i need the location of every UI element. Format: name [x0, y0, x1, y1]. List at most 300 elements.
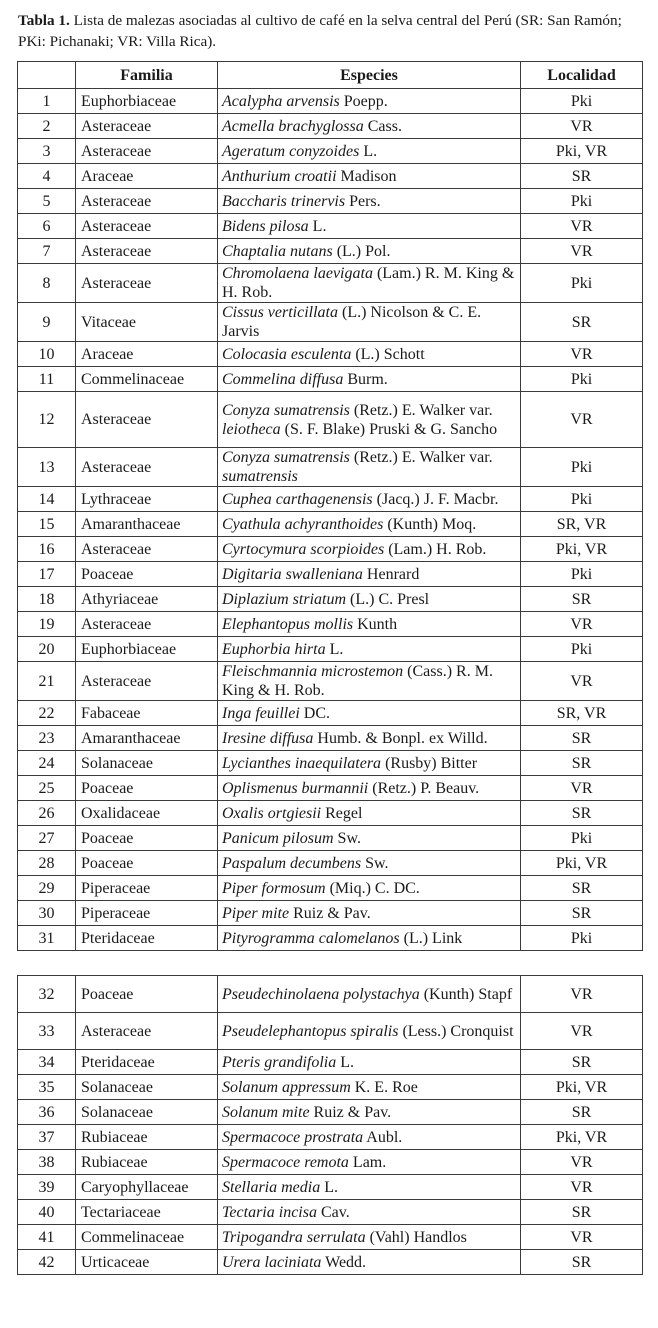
species-cell — [218, 303, 521, 342]
row-number: 41 — [18, 1225, 76, 1250]
row-number: 25 — [18, 776, 76, 801]
species-name-italic: leiotheca — [222, 420, 281, 438]
species-author: (Lam.) R. M. King & H. Rob. — [222, 265, 515, 301]
species-name-italic: Bidens pilosa — [222, 217, 309, 235]
row-number: 15 — [18, 512, 76, 537]
species-name-italic: Chromolaena laevigata — [222, 265, 373, 282]
caption-label: Tabla 1. — [18, 12, 70, 29]
species-author: Cav. — [316, 1203, 350, 1221]
species-cell — [218, 1225, 521, 1250]
species-cell — [218, 512, 521, 537]
family-cell: Asteraceae — [76, 392, 218, 448]
species-name-italic: Anthurium croatii — [222, 167, 337, 185]
family-cell: Solanaceae — [76, 1100, 218, 1125]
species-name-italic: Euphorbia hirta — [222, 640, 326, 658]
species-name-italic: Baccharis trinervis — [222, 192, 346, 210]
species-author: L. — [325, 640, 344, 658]
species-cell — [218, 367, 521, 392]
table-row — [18, 751, 643, 776]
species-name-italic: Elephantopus mollis — [222, 615, 354, 633]
table-row — [18, 976, 643, 1013]
locality-cell: VR — [521, 342, 643, 367]
species-cell — [218, 801, 521, 826]
species-name-italic: Pteris grandifolia — [222, 1053, 337, 1071]
species-cell — [218, 751, 521, 776]
row-number: 42 — [18, 1250, 76, 1275]
family-cell: Asteraceae — [76, 612, 218, 637]
locality-cell: SR — [521, 876, 643, 901]
locality-cell: SR, VR — [521, 701, 643, 726]
table-row — [18, 1175, 643, 1200]
species-cell — [218, 851, 521, 876]
locality-cell: SR — [521, 726, 643, 751]
table-row — [18, 114, 643, 139]
species-name-italic: Spermacoce prostrata — [222, 1128, 364, 1146]
row-number: 23 — [18, 726, 76, 751]
species-cell — [218, 239, 521, 264]
species-name-italic: Commelina diffusa — [222, 370, 344, 388]
row-number: 7 — [18, 239, 76, 264]
row-number: 20 — [18, 637, 76, 662]
species-cell — [218, 1150, 521, 1175]
species-author: Ruiz & Pav. — [289, 904, 371, 922]
locality-cell: Pki, VR — [521, 139, 643, 164]
family-cell: Asteraceae — [76, 114, 218, 139]
species-name-italic: Cissus verticillata — [222, 304, 338, 321]
species-author: (Retz.) E. Walker var. — [349, 401, 493, 419]
species-name-italic: Diplazium striatum — [222, 590, 347, 608]
species-author: (Cass.) R. M. King & H. Rob. — [222, 663, 493, 699]
table-row — [18, 612, 643, 637]
species-author: Regel — [321, 804, 363, 822]
table-row — [18, 876, 643, 901]
locality-cell: Pki — [521, 367, 643, 392]
species-name-italic: Chaptalia nutans — [222, 242, 333, 260]
species-cell — [218, 392, 521, 448]
locality-cell: Pki — [521, 826, 643, 851]
species-cell — [218, 1125, 521, 1150]
species-author: Sw. — [361, 854, 389, 872]
table-row — [18, 367, 643, 392]
table-row — [18, 701, 643, 726]
table-row — [18, 392, 643, 448]
locality-cell: SR — [521, 164, 643, 189]
species-cell — [218, 139, 521, 164]
header-localidad: Localidad — [521, 62, 643, 89]
table-row — [18, 1150, 643, 1175]
table-row — [18, 1250, 643, 1275]
table-row — [18, 537, 643, 562]
species-author: L. — [320, 1178, 338, 1196]
locality-cell: SR — [521, 801, 643, 826]
table-body-part-1 — [18, 89, 643, 951]
species-name-italic: Iresine diffusa — [222, 729, 314, 747]
species-author: (L.) Schott — [351, 345, 425, 363]
species-cell — [218, 1175, 521, 1200]
family-cell: Euphorbiaceae — [76, 89, 218, 114]
table-row — [18, 562, 643, 587]
row-number: 28 — [18, 851, 76, 876]
locality-cell: Pki — [521, 448, 643, 487]
species-author: (Retz.) P. Beauv. — [368, 779, 480, 797]
row-number: 1 — [18, 89, 76, 114]
species-author: L. — [336, 1053, 355, 1071]
species-author: Pers. — [345, 192, 381, 210]
species-author: Humb. & Bonpl. ex Willd. — [313, 729, 488, 747]
locality-cell: VR — [521, 776, 643, 801]
family-cell: Oxalidaceae — [76, 801, 218, 826]
family-cell: Commelinaceae — [76, 1225, 218, 1250]
locality-cell: SR — [521, 901, 643, 926]
species-cell — [218, 562, 521, 587]
species-cell — [218, 1100, 521, 1125]
family-cell: Lythraceae — [76, 487, 218, 512]
species-cell — [218, 164, 521, 189]
species-name-italic: Acalypha arvensis — [222, 92, 340, 110]
species-name-italic: Stellaria media — [222, 1178, 321, 1196]
family-cell: Euphorbiaceae — [76, 637, 218, 662]
family-cell: Rubiaceae — [76, 1150, 218, 1175]
table-row — [18, 448, 643, 487]
species-name-italic: Panicum pilosum — [222, 829, 334, 847]
weeds-table-part-1 — [17, 61, 643, 951]
species-author: Kunth — [353, 615, 398, 633]
row-number: 33 — [18, 1013, 76, 1050]
row-number: 30 — [18, 901, 76, 926]
table-row — [18, 264, 643, 303]
header-familia: Familia — [76, 62, 218, 89]
species-name-italic: Ageratum conyzoides — [222, 142, 360, 160]
row-number: 21 — [18, 662, 76, 701]
family-cell: Solanaceae — [76, 751, 218, 776]
species-cell — [218, 537, 521, 562]
species-name-italic: Acmella brachyglossa — [222, 117, 364, 135]
species-author: Wedd. — [321, 1253, 367, 1271]
species-name-italic: Urera laciniata — [222, 1253, 322, 1271]
species-author: (S. F. Blake) Pruski & G. Sancho — [280, 420, 498, 438]
row-number: 24 — [18, 751, 76, 776]
table-row — [18, 189, 643, 214]
species-author: (L.) C. Presl — [346, 590, 430, 608]
row-number: 5 — [18, 189, 76, 214]
species-cell — [218, 214, 521, 239]
locality-cell: Pki — [521, 89, 643, 114]
family-cell: Caryophyllaceae — [76, 1175, 218, 1200]
locality-cell: SR — [521, 751, 643, 776]
locality-cell: Pki — [521, 189, 643, 214]
species-author: (Less.) Cronquist — [398, 1022, 514, 1040]
species-name-italic: Paspalum decumbens — [222, 854, 362, 872]
locality-cell: SR — [521, 1100, 643, 1125]
species-name-italic: Pseudelephantopus spiralis — [222, 1022, 399, 1040]
row-number: 16 — [18, 537, 76, 562]
row-number: 17 — [18, 562, 76, 587]
table-row — [18, 776, 643, 801]
locality-cell: SR — [521, 303, 643, 342]
species-cell — [218, 776, 521, 801]
table-row — [18, 1200, 643, 1225]
row-number: 3 — [18, 139, 76, 164]
table-row — [18, 342, 643, 367]
table-header-row — [18, 62, 643, 89]
species-name-italic: Solanum mite — [222, 1103, 310, 1121]
locality-cell: SR, VR — [521, 512, 643, 537]
species-author: Poepp. — [339, 92, 388, 110]
family-cell: Asteraceae — [76, 1013, 218, 1050]
locality-cell: VR — [521, 612, 643, 637]
table-row — [18, 214, 643, 239]
locality-cell: Pki — [521, 562, 643, 587]
species-author: (Kunth) Stapf — [419, 985, 513, 1003]
row-number: 18 — [18, 587, 76, 612]
family-cell: Fabaceae — [76, 701, 218, 726]
row-number: 35 — [18, 1075, 76, 1100]
species-name-italic: Colocasia esculenta — [222, 345, 352, 363]
species-name-italic: Digitaria swalleniana — [222, 565, 363, 583]
locality-cell: VR — [521, 662, 643, 701]
species-cell — [218, 342, 521, 367]
row-number: 26 — [18, 801, 76, 826]
species-author: (L.) Link — [399, 929, 463, 947]
species-cell — [218, 487, 521, 512]
row-number: 38 — [18, 1150, 76, 1175]
locality-cell: Pki — [521, 264, 643, 303]
species-name-italic: Conyza sumatrensis — [222, 401, 350, 419]
row-number: 4 — [18, 164, 76, 189]
species-name-italic: sumatrensis — [222, 468, 298, 485]
row-number: 31 — [18, 926, 76, 951]
species-name-italic: Pseudechinolaena polystachya — [222, 985, 420, 1003]
row-number: 32 — [18, 976, 76, 1013]
species-name-italic: Conyza sumatrensis — [222, 449, 350, 466]
species-cell — [218, 264, 521, 303]
table-row — [18, 1125, 643, 1150]
table-row — [18, 587, 643, 612]
family-cell: Asteraceae — [76, 189, 218, 214]
table-row — [18, 1050, 643, 1075]
species-author: (L.) Pol. — [332, 242, 391, 260]
family-cell: Rubiaceae — [76, 1125, 218, 1150]
table-body-part-2 — [18, 976, 643, 1275]
locality-cell: Pki, VR — [521, 537, 643, 562]
species-author: DC. — [299, 704, 330, 722]
locality-cell: VR — [521, 976, 643, 1013]
table-row — [18, 926, 643, 951]
family-cell: Amaranthaceae — [76, 512, 218, 537]
family-cell: Asteraceae — [76, 239, 218, 264]
family-cell: Tectariaceae — [76, 1200, 218, 1225]
species-name-italic: Pityrogramma calomelanos — [222, 929, 400, 947]
species-cell — [218, 448, 521, 487]
species-author: Henrard — [362, 565, 420, 583]
locality-cell: VR — [521, 1175, 643, 1200]
species-name-italic: Oxalis ortgiesii — [222, 804, 322, 822]
family-cell: Poaceae — [76, 826, 218, 851]
family-cell: Araceae — [76, 164, 218, 189]
row-number: 40 — [18, 1200, 76, 1225]
species-cell — [218, 876, 521, 901]
family-cell: Pteridaceae — [76, 1050, 218, 1075]
species-author: Cass. — [363, 117, 402, 135]
row-number: 34 — [18, 1050, 76, 1075]
species-cell — [218, 662, 521, 701]
species-name-italic: Fleischmannia microstemon — [222, 663, 404, 680]
family-cell: Athyriaceae — [76, 587, 218, 612]
family-cell: Poaceae — [76, 851, 218, 876]
species-author: (L.) Nicolson & C. E. Jarvis — [222, 304, 482, 340]
family-cell: Urticaceae — [76, 1250, 218, 1275]
table-row — [18, 1013, 643, 1050]
family-cell: Asteraceae — [76, 214, 218, 239]
species-author: Ruiz & Pav. — [309, 1103, 392, 1121]
family-cell: Asteraceae — [76, 537, 218, 562]
row-number: 36 — [18, 1100, 76, 1125]
family-cell: Poaceae — [76, 562, 218, 587]
table-row — [18, 512, 643, 537]
row-number: 22 — [18, 701, 76, 726]
locality-cell: Pki, VR — [521, 1075, 643, 1100]
species-cell — [218, 701, 521, 726]
row-number: 37 — [18, 1125, 76, 1150]
family-cell: Commelinaceae — [76, 367, 218, 392]
species-author: (Kunth) Moq. — [383, 515, 477, 533]
row-number: 11 — [18, 367, 76, 392]
species-name-italic: Cuphea carthagenensis — [222, 490, 373, 508]
family-cell: Asteraceae — [76, 264, 218, 303]
table-row — [18, 801, 643, 826]
header-number — [18, 62, 76, 89]
species-cell — [218, 89, 521, 114]
table-row — [18, 851, 643, 876]
family-cell: Piperaceae — [76, 876, 218, 901]
table-row — [18, 826, 643, 851]
species-author: L. — [359, 142, 378, 160]
locality-cell: VR — [521, 214, 643, 239]
caption-text: Lista de malezas asociadas al cultivo de café en la selva central del Perú (SR: San Ramón; PKi: Pichanaki; VR: Villa Rica). — [18, 12, 622, 50]
table-row — [18, 239, 643, 264]
species-name-italic: Piper mite — [222, 904, 290, 922]
locality-cell: VR — [521, 114, 643, 139]
species-author: (Rusby) Bitter — [381, 754, 478, 772]
species-cell — [218, 901, 521, 926]
locality-cell: VR — [521, 1150, 643, 1175]
species-cell — [218, 976, 521, 1013]
locality-cell: SR — [521, 1250, 643, 1275]
family-cell: Araceae — [76, 342, 218, 367]
row-number: 13 — [18, 448, 76, 487]
locality-cell: Pki — [521, 926, 643, 951]
table-row — [18, 1225, 643, 1250]
table-caption — [18, 10, 646, 52]
family-cell: Amaranthaceae — [76, 726, 218, 751]
locality-cell: Pki, VR — [521, 1125, 643, 1150]
table-row — [18, 89, 643, 114]
species-name-italic: Solanum appressum — [222, 1078, 351, 1096]
table-row — [18, 637, 643, 662]
row-number: 14 — [18, 487, 76, 512]
table-row — [18, 487, 643, 512]
family-cell: Asteraceae — [76, 448, 218, 487]
header-especies: Especies — [218, 62, 521, 89]
locality-cell: SR — [521, 1200, 643, 1225]
species-name-italic: Lycianthes inaequilatera — [222, 754, 382, 772]
species-author: (Vahl) Handlos — [365, 1228, 467, 1246]
species-name-italic: Cyrtocymura scorpioides — [222, 540, 385, 558]
family-cell: Pteridaceae — [76, 926, 218, 951]
row-number: 39 — [18, 1175, 76, 1200]
species-cell — [218, 114, 521, 139]
species-name-italic: Tectaria incisa — [222, 1203, 317, 1221]
species-cell — [218, 726, 521, 751]
family-cell: Asteraceae — [76, 139, 218, 164]
species-author: L. — [308, 217, 327, 235]
species-cell — [218, 587, 521, 612]
species-cell — [218, 1075, 521, 1100]
species-cell — [218, 189, 521, 214]
species-author: Burm. — [343, 370, 388, 388]
species-cell — [218, 612, 521, 637]
family-cell: Asteraceae — [76, 662, 218, 701]
table-row — [18, 1075, 643, 1100]
locality-cell: VR — [521, 239, 643, 264]
species-name-italic: Oplismenus burmannii — [222, 779, 369, 797]
species-author: (Lam.) H. Rob. — [384, 540, 487, 558]
table-row — [18, 303, 643, 342]
table-row — [18, 662, 643, 701]
species-cell — [218, 826, 521, 851]
species-name-italic: Inga feuillei — [222, 704, 300, 722]
family-cell: Piperaceae — [76, 901, 218, 926]
locality-cell: Pki — [521, 637, 643, 662]
row-number: 29 — [18, 876, 76, 901]
row-number: 6 — [18, 214, 76, 239]
locality-cell: Pki, VR — [521, 851, 643, 876]
locality-cell: VR — [521, 1225, 643, 1250]
species-name-italic: Spermacoce remota — [222, 1153, 349, 1171]
locality-cell: SR — [521, 587, 643, 612]
locality-cell: Pki — [521, 487, 643, 512]
locality-cell: VR — [521, 392, 643, 448]
species-author: Madison — [336, 167, 397, 185]
family-cell: Poaceae — [76, 776, 218, 801]
table-row — [18, 139, 643, 164]
row-number: 27 — [18, 826, 76, 851]
row-number: 10 — [18, 342, 76, 367]
species-author: K. E. Roe — [350, 1078, 418, 1096]
row-number: 8 — [18, 264, 76, 303]
species-author: (Jacq.) J. F. Macbr. — [372, 490, 499, 508]
species-name-italic: Cyathula achyranthoides — [222, 515, 384, 533]
row-number: 9 — [18, 303, 76, 342]
table-row — [18, 726, 643, 751]
family-cell: Solanaceae — [76, 1075, 218, 1100]
family-cell: Vitaceae — [76, 303, 218, 342]
table-row — [18, 164, 643, 189]
species-cell — [218, 1250, 521, 1275]
row-number: 12 — [18, 392, 76, 448]
row-number: 19 — [18, 612, 76, 637]
species-author: (Retz.) E. Walker var. — [349, 449, 493, 466]
locality-cell: SR — [521, 1050, 643, 1075]
species-author: Sw. — [333, 829, 361, 847]
locality-cell: VR — [521, 1013, 643, 1050]
row-number: 2 — [18, 114, 76, 139]
species-cell — [218, 1050, 521, 1075]
species-cell — [218, 926, 521, 951]
species-author: Aubl. — [363, 1128, 403, 1146]
family-cell: Poaceae — [76, 976, 218, 1013]
species-author: (Miq.) C. DC. — [325, 879, 420, 897]
